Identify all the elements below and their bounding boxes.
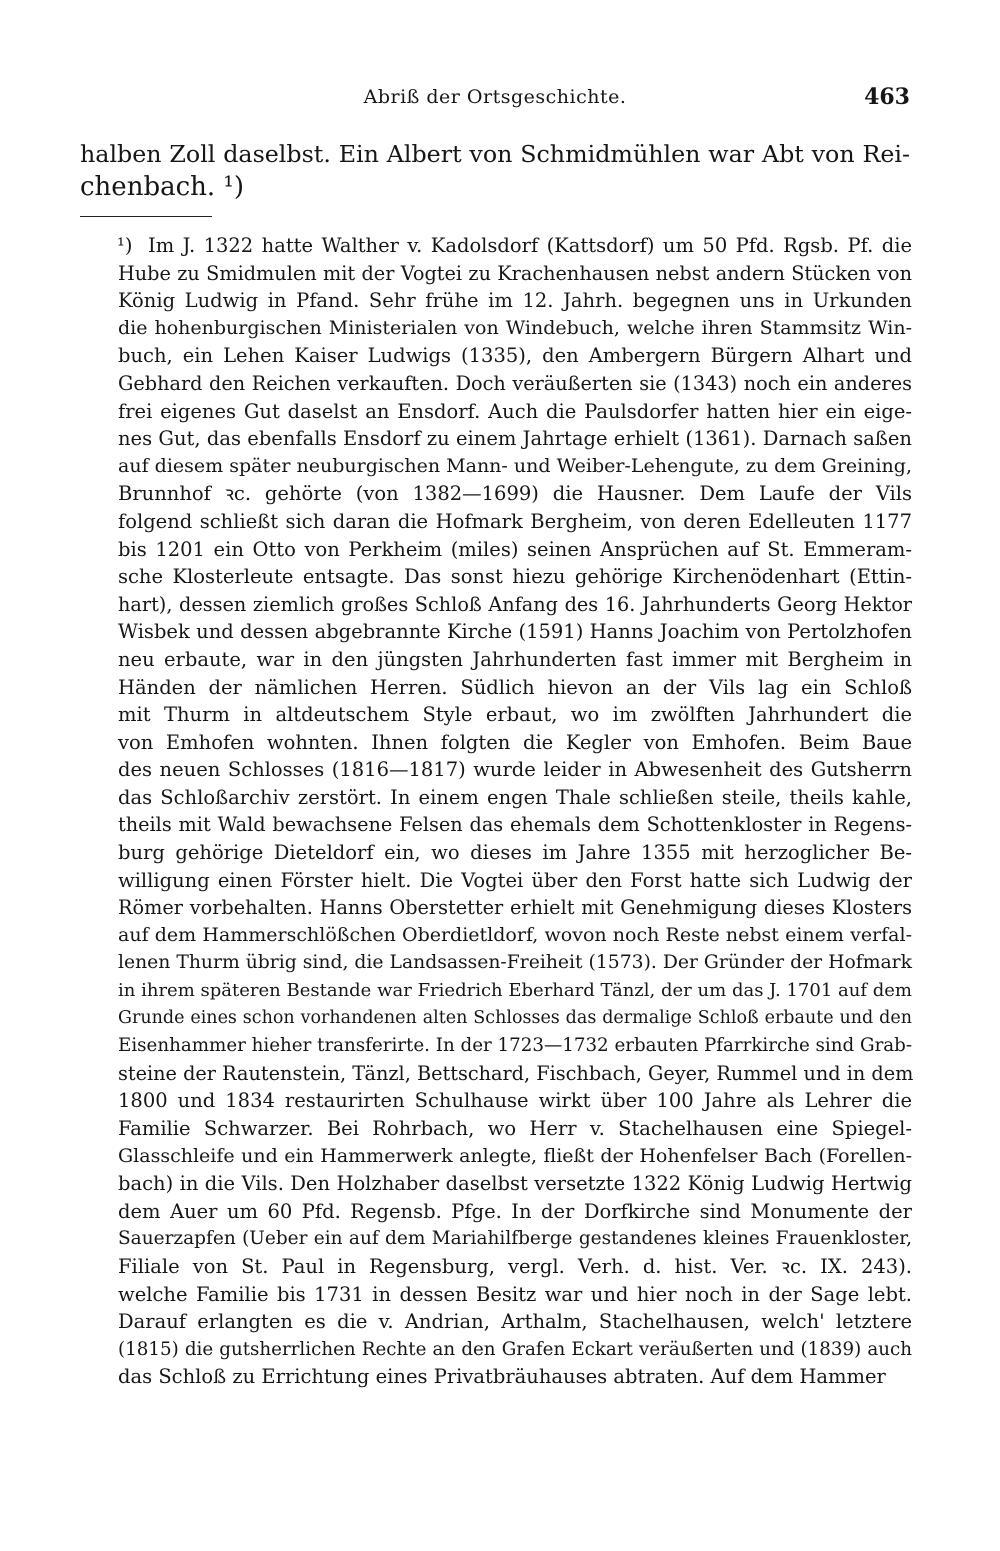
- footnote-marker: ¹): [117, 234, 133, 257]
- footnote-line: lenen Thurm übrig sind, die Landsassen-Freiheit (1573). Der Gründer der Hofmark: [118, 952, 912, 974]
- footnote-line: das Schloßarchiv zerstört. In einem engen Thale schließen steile, theils kahle,: [118, 785, 912, 809]
- page-number: 463: [864, 84, 910, 110]
- footnote-line: welche Familie bis 1731 in dessen Besitz war und hier noch in der Sage lebt.: [118, 1282, 912, 1306]
- footnote-line: Im J. 1322 hatte Walther v. Kadolsdorf (Kattsdorf) um 50 Pfd. Rgsb. Pf. die: [148, 234, 912, 257]
- main-text-line: chenbach. ¹): [80, 172, 244, 202]
- footnote-line: neu erbaute, war in den jüngsten Jahrhunderten fast immer mit Bergheim in: [118, 647, 912, 671]
- footnote-line: theils mit Wald bewachsene Felsen das ehemals dem Schottenkloster in Regens-: [118, 813, 912, 837]
- footnote-line: burg gehörige Dieteldorf ein, wo dieses im Jahre 1355 mit herzoglicher Be-: [118, 841, 912, 865]
- footnote-line: von Emhofen wohnten. Ihnen folgten die Kegler von Emhofen. Beim Baue: [118, 730, 912, 754]
- footnote-line: König Ludwig in Pfand. Sehr frühe im 12. Jahrh. begegnen uns in Urkunden: [118, 289, 912, 313]
- footnote-line: des neuen Schlosses (1816—1817) wurde leider in Abwesenheit des Gutsherrn: [118, 758, 912, 782]
- page-header: [80, 86, 910, 116]
- footnote-line: Filiale von St. Paul in Regensburg, vergl. Verh. d. hist. Ver. ꝛc. IX. 243).: [118, 1254, 912, 1278]
- footnote-line: die hohenburgischen Ministerialen von Windebuch, welche ihren Stammsitz Win-: [118, 316, 912, 339]
- footnote-line: Familie Schwarzer. Bei Rohrbach, wo Herr v. Stachelhausen eine Spiegel-: [118, 1117, 912, 1140]
- footnote-line: (1815) die gutsherrlichen Rechte an den Grafen Eckart veräußerten und (1839) auch: [118, 1338, 912, 1360]
- footnote-line: Gebhard den Reichen verkauften. Doch veräußerten sie (1343) noch ein anderes: [118, 371, 912, 395]
- footnote-line: Brunnhof ꝛc. gehörte (von 1382—1699) die Hausner. Dem Laufe der Vils: [118, 482, 912, 506]
- footnote-line: dem Auer um 60 Pfd. Regensb. Pfge. In der Dorfkirche sind Monumente der: [118, 1199, 912, 1223]
- footnote-line: Händen der nämlichen Herren. Südlich hievon an der Vils lag ein Schloß: [118, 675, 912, 699]
- running-head: Abriß der Ortsgeschichte.: [363, 86, 627, 108]
- main-text: [80, 138, 910, 204]
- footnote-line: auf dem Hammerschlößchen Oberdietldorf, wovon noch Reste nebst einem verfal-: [118, 923, 912, 946]
- footnote-line: in ihrem späteren Bestande war Friedrich Eberhard Tänzl, der um das J. 1701 auf dem: [118, 980, 912, 1002]
- footnote-line: folgend schließt sich daran die Hofmark Bergheim, von deren Edelleuten 1177: [118, 509, 912, 533]
- footnote-line: bach) in die Vils. Den Holzhaber daselbst versetzte 1322 König Ludwig Hertwig: [118, 1172, 912, 1196]
- footnote-line: auf diesem später neuburgischen Mann- und Weiber-Lehengute, zu dem Greining,: [118, 454, 912, 477]
- footnote-line: mit Thurm in altdeutschem Style erbaut, wo im zwölften Jahrhundert die: [118, 703, 912, 727]
- footnote-line: frei eigenes Gut daselst an Ensdorf. Auch die Paulsdorfer hatten hier ein eige-: [118, 399, 912, 423]
- footnote-divider: [80, 216, 212, 217]
- footnote-line: Hube zu Smidmulen mit der Vogtei zu Krachenhausen nebst andern Stücken von: [118, 261, 912, 285]
- footnote-line: Darauf erlangten es die v. Andrian, Arthalm, Stachelhausen, welch' letztere: [118, 1310, 912, 1334]
- footnote-line: buch, ein Lehen Kaiser Ludwigs (1335), den Ambergern Bürgern Alhart und: [118, 344, 912, 368]
- footnote-line: steine der Rautenstein, Tänzl, Bettschard, Fischbach, Geyer, Rummel und in dem: [118, 1061, 914, 1085]
- footnote-line: 1800 und 1834 restaurirten Schulhause wirkt über 100 Jahre als Lehrer die: [118, 1089, 912, 1113]
- footnote-line: das Schloß zu Errichtung eines Privatbräuhauses abtraten. Auf dem Hammer: [118, 1365, 886, 1389]
- footnote-line: Wisbek und dessen abgebrannte Kirche (1591) Hanns Joachim von Pertolzhofen: [118, 620, 912, 644]
- footnote-line: hart), dessen ziemlich großes Schloß Anfang des 16. Jahrhunderts Georg Hektor: [118, 592, 912, 616]
- footnote-line: sche Klosterleute entsagte. Das sonst hiezu gehörige Kirchenödenhart (Ettin-: [118, 565, 912, 589]
- footnote-line: Eisenhammer hieher transferirte. In der 1723—1732 erbauten Pfarrkirche sind Grab-: [118, 1035, 913, 1057]
- footnote-line: nes Gut, das ebenfalls Ensdorf zu einem Jahrtage erhielt (1361). Darnach saßen: [118, 427, 912, 451]
- footnote-line: bis 1201 ein Otto von Perkheim (miles) seinen Ansprüchen auf St. Emmeram-: [118, 537, 912, 561]
- footnote: [118, 232, 912, 1391]
- footnote-line: willigung einen Förster hielt. Die Vogtei über den Forst hatte sich Ludwig der: [118, 868, 912, 892]
- main-text-line: halben Zoll daselbst. Ein Albert von Schmidmühlen war Abt von Rei-: [80, 140, 910, 168]
- footnote-line: Römer vorbehalten. Hanns Oberstetter erhielt mit Genehmigung dieses Klosters: [118, 896, 912, 920]
- footnote-line: Grunde eines schon vorhandenen alten Schlosses das dermalige Schloß erbaute und den: [118, 1007, 912, 1028]
- footnote-line: Glasschleife und ein Hammerwerk anlegte, fließt der Hohenfelser Bach (Forellen-: [118, 1144, 912, 1167]
- footnote-line: Sauerzapfen (Ueber ein auf dem Mariahilfberge gestandenes kleines Frauenkloster,: [118, 1228, 912, 1250]
